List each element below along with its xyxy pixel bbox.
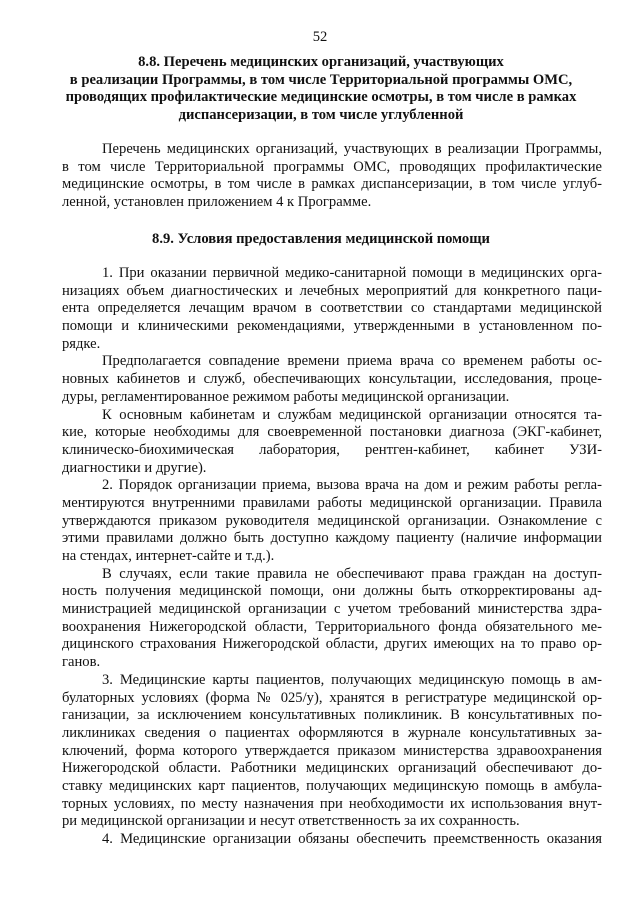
text-line: ность получения медицинской помощи, они должны быть откорректированы ад-: [62, 583, 602, 600]
text-line: булаторных условиях (форма № 025/у), хранятся в регистратуре медицинской ор-: [62, 689, 602, 706]
section-8-9-body: [62, 265, 602, 849]
text-line: дуры, регламентированное режимом работы медицинской организации.: [62, 388, 510, 405]
text-line: ганов.: [62, 654, 101, 671]
text-line: Нижегородской области. Работники медицинских организаций обеспечивают до-: [62, 760, 602, 777]
text-line: ключений, форма которого утверждается приказом министерства здравоохранения: [62, 742, 602, 759]
text-line: утверждаются приказом руководителя медицинской организации. Ознакомление с: [62, 512, 602, 529]
text-line: медицинские осмотры, в том числе в рамках диспансеризации, в том числе углуб-: [62, 176, 602, 193]
section-heading-8-8: [40, 54, 602, 125]
text-line: в том числе Территориальной программы ОМС, проводящих профилактические: [62, 158, 602, 175]
section-heading-8-9: [40, 231, 602, 249]
text-line: на стендах, интернет-сайте и т.д.).: [62, 548, 275, 564]
text-line: 3. Медицинские карты пациентов, получающих медицинскую помощь в ам-: [102, 671, 602, 688]
paragraph: [62, 265, 602, 353]
paragraph-8-8: [62, 141, 602, 212]
text-line: ганизации, за исключением консультативных поликлиник. В консультативных по-: [62, 707, 602, 724]
paragraph: [62, 566, 602, 672]
text-line: помощи и клиническими рекомендациями, утвержденными в установленном по-: [62, 318, 602, 335]
text-line: кие, которые необходимы для своевременной постановки диагноза (ЭКГ-кабинет,: [62, 424, 602, 441]
paragraph: [62, 407, 602, 478]
heading-line: диспансеризации, в том числе углубленной: [178, 107, 464, 124]
text-line: воохранения Нижегородской области, Территориального фонда обязательного ме-: [62, 618, 602, 635]
text-line: рядке.: [62, 335, 101, 352]
text-line: низациях объем диагностических и лечебных мероприятий для конкретного паци-: [62, 282, 602, 299]
heading-line: в реализации Программы, в том числе Территориальной программы ОМС,: [69, 71, 573, 88]
paragraph: [62, 477, 602, 565]
text-line: этими правилами должно быть доступно каждому пациенту (наличие информации: [62, 530, 602, 547]
text-line: ликлиниках сведения о пациентах оформляются в журнале консультативных за-: [62, 724, 602, 741]
text-line: 4. Медицинские организации обязаны обеспечить преемственность оказания: [102, 831, 602, 847]
paragraph: [62, 831, 602, 849]
heading-line: проводящих профилактические медицинские осмотры, в том числе в рамках: [65, 89, 577, 106]
text-line: В случаях, если такие правила не обеспечивают права граждан на доступ-: [102, 565, 602, 582]
text-line: ментируются внутренними правилами работы медицинской организации. Правила: [62, 494, 602, 511]
text-line: Перечень медицинских организаций, участвующих в реализации Программы,: [102, 141, 602, 157]
heading-line: 8.9. Условия предоставления медицинской помощи: [152, 231, 490, 247]
text-line: клиническо-биохимическая лаборатория, рентген-кабинет, кабинет УЗИ-: [62, 441, 602, 458]
page-number: 52: [312, 29, 328, 45]
text-line: К основным кабинетам и службам медицинской организации относятся та-: [102, 406, 602, 423]
text-line: новных кабинетов и служб, обеспечивающих консультации, исследования, проце-: [62, 371, 602, 388]
text-line: торных условиях, по месту назначения при необходимости их использования внут-: [62, 795, 602, 812]
text-line: ленной, установлен приложением 4 к Программе.: [62, 194, 372, 211]
text-line: Предполагается совпадение времени приема врача со временем работы ос-: [102, 353, 602, 370]
text-line: 2. Порядок организации приема, вызова врача на дом и режим работы регла-: [102, 477, 602, 494]
text-line: ри медицинской организации и несут ответственность за их сохранность.: [62, 813, 520, 830]
text-line: ставку медицинских карт пациентов, получающих медицинскую помощь в амбула-: [62, 777, 602, 794]
text-line: министрацией медицинской организации с учетом требований министерства здра-: [62, 601, 602, 618]
text-line: ента определяется лечащим врачом в соответствии со стандартами медицинской: [62, 300, 602, 317]
text-line: 1. При оказании первичной медико-санитарной помощи в медицинских орга-: [102, 265, 602, 281]
paragraph: [62, 353, 602, 406]
heading-line: 8.8. Перечень медицинских организаций, участвующих: [138, 54, 504, 70]
text-line: диагностики и другие).: [62, 459, 207, 476]
paragraph: [62, 672, 602, 831]
text-line: дицинского страхования Нижегородской области, других имеющих на то право ор-: [62, 636, 602, 653]
